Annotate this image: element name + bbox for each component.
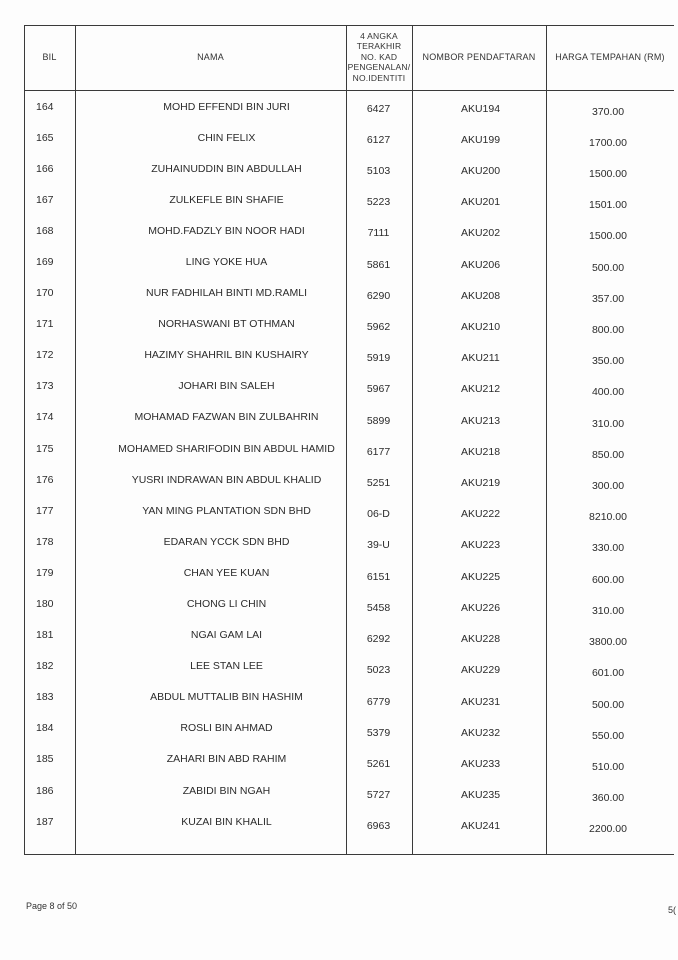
cell-reg: AKU241 [460, 820, 501, 833]
cell-price: 300.00 [591, 480, 625, 493]
header-bil: BIL [42, 51, 57, 62]
cell-ic: 5223 [366, 196, 391, 209]
cell-nama: YUSRI INDRAWAN BIN ABDUL KHALID [131, 473, 322, 486]
cell-ic: 5103 [366, 164, 391, 177]
cell-price: 850.00 [591, 448, 625, 461]
table-row [24, 91, 674, 122]
cell-price: 360.00 [591, 792, 625, 805]
cell-ic: 6963 [366, 820, 391, 833]
cell-bil: 168 [36, 224, 54, 237]
cell-reg: AKU211 [461, 352, 500, 365]
cell-price: 601.00 [591, 667, 625, 680]
page-edge-mark: 5( [667, 905, 676, 915]
cell-bil: 182 [36, 660, 54, 673]
cell-ic: 5251 [366, 477, 391, 490]
cell-bil: 175 [36, 442, 54, 455]
cell-price: 400.00 [591, 386, 625, 399]
cell-bil: 187 [36, 815, 54, 828]
cell-bil: 178 [36, 535, 54, 548]
cell-nama: ZUHAINUDDIN BIN ABDULLAH [151, 162, 302, 175]
header-reg: NOMBOR PENDAFTARAN [422, 51, 536, 62]
table-row [24, 744, 674, 775]
cell-nama: NGAI GAM LAI [190, 629, 263, 642]
cell-bil: 167 [36, 193, 54, 206]
cell-price: 1500.00 [589, 230, 627, 243]
cell-ic: 5861 [366, 258, 391, 271]
cell-nama: ROSLI BIN AHMAD [180, 722, 273, 735]
cell-ic: 6292 [366, 633, 391, 646]
cell-nama: EDARAN YCCK SDN BHD [163, 535, 290, 548]
cell-reg: AKU194 [460, 102, 501, 115]
table-row [24, 806, 674, 837]
table-row [24, 246, 674, 277]
table-row [24, 682, 674, 713]
cell-reg: AKU199 [460, 133, 501, 146]
table-row [24, 122, 674, 153]
cell-reg: AKU219 [460, 477, 501, 490]
cell-bil: 172 [36, 349, 54, 362]
cell-ic: 6177 [366, 445, 391, 458]
cell-ic: 06-D [367, 508, 390, 521]
cell-ic: 6290 [366, 289, 391, 302]
cell-ic: 5458 [366, 601, 391, 614]
cell-price: 370.00 [591, 105, 625, 118]
cell-reg: AKU225 [460, 570, 501, 583]
header-nama: NAMA [197, 51, 224, 62]
cell-bil: 164 [36, 100, 54, 113]
cell-nama: ABDUL MUTTALIB BIN HASHIM [150, 691, 303, 704]
cell-bil: 181 [36, 629, 54, 642]
cell-ic: 6427 [366, 102, 391, 115]
cell-price: 1500.00 [589, 167, 627, 180]
cell-price: 1700.00 [589, 136, 627, 149]
cell-bil: 179 [36, 566, 54, 579]
cell-nama: HAZIMY SHAHRIL BIN KUSHAIRY [144, 349, 309, 362]
cell-bil: 166 [36, 162, 54, 175]
cell-nama: MOHAMAD FAZWAN BIN ZULBAHRIN [134, 411, 319, 424]
cell-bil: 180 [36, 598, 54, 610]
table-row [24, 713, 674, 744]
table-row [24, 775, 674, 806]
cell-ic: 5919 [366, 352, 391, 365]
table-row [24, 309, 674, 340]
cell-ic: 6127 [366, 133, 391, 146]
cell-reg: AKU231 [460, 695, 501, 708]
cell-reg: AKU235 [460, 789, 501, 802]
cell-nama: ZULKEFLE BIN SHAFIE [169, 193, 284, 206]
cell-price: 510.00 [591, 760, 625, 773]
cell-bil: 184 [36, 722, 54, 735]
cell-nama: ZAHARI BIN ABD RAHIM [166, 753, 287, 766]
cell-price: 357.00 [591, 292, 625, 305]
cell-bil: 171 [36, 318, 54, 331]
cell-nama: YAN MING PLANTATION SDN BHD [142, 504, 311, 517]
cell-nama: NORHASWANI BT OTHMAN [158, 318, 295, 331]
data-table [24, 25, 674, 855]
page-number: Page 8 of 50 [26, 901, 78, 911]
cell-price: 310.00 [591, 417, 625, 430]
cell-reg: AKU218 [460, 445, 501, 458]
cell-ic: 5967 [366, 383, 391, 396]
header-ic: 4 ANGKA TERAKHIR NO. KAD PENGENALAN/ NO.IDENTITI [347, 30, 411, 83]
cell-reg: AKU206 [460, 258, 501, 271]
cell-price: 550.00 [591, 729, 625, 742]
cell-ic: 5379 [366, 726, 391, 739]
cell-reg: AKU222 [460, 508, 501, 521]
cell-price: 350.00 [591, 355, 625, 368]
cell-price: 800.00 [591, 323, 625, 336]
cell-bil: 169 [36, 255, 54, 268]
table-row [24, 340, 674, 371]
table-row [24, 371, 674, 402]
cell-nama: LEE STAN LEE [190, 660, 263, 673]
cell-nama: MOHD.FADZLY BIN NOOR HADI [148, 224, 305, 237]
cell-price: 8210.00 [589, 511, 627, 524]
cell-nama: MOHAMED SHARIFODIN BIN ABDUL HAMID [118, 442, 335, 455]
cell-reg: AKU200 [460, 164, 501, 177]
table-border-bottom [24, 854, 674, 855]
cell-nama: ZABIDI BIN NGAH [182, 784, 271, 797]
cell-price: 600.00 [591, 573, 625, 586]
table-body [24, 91, 674, 837]
cell-price: 2200.00 [589, 823, 627, 836]
cell-ic: 39-U [367, 539, 390, 552]
cell-ic: 7111 [367, 227, 390, 240]
cell-bil: 174 [36, 411, 54, 424]
cell-ic: 6151 [366, 570, 391, 583]
cell-nama: LING YOKE HUA [185, 255, 268, 268]
table-row [24, 184, 674, 215]
cell-reg: AKU228 [460, 633, 501, 646]
table-row [24, 620, 674, 651]
cell-price: 500.00 [591, 698, 625, 711]
table-row [24, 433, 674, 464]
cell-ic: 5899 [366, 414, 391, 427]
cell-reg: AKU226 [460, 601, 501, 614]
table-row [24, 215, 674, 246]
table-row [24, 651, 674, 682]
cell-reg: AKU212 [460, 383, 501, 396]
cell-bil: 173 [36, 380, 54, 393]
cell-bil: 165 [36, 131, 54, 144]
cell-price: 330.00 [591, 542, 625, 555]
table-row [24, 589, 674, 620]
cell-bil: 170 [36, 287, 54, 300]
table-row [24, 464, 674, 495]
cell-price: 310.00 [591, 604, 625, 617]
cell-price: 1501.00 [589, 199, 627, 212]
header-price: HARGA TEMPAHAN (RM) [555, 51, 665, 62]
cell-reg: AKU232 [460, 726, 501, 739]
cell-reg: AKU202 [460, 227, 501, 240]
cell-bil: 185 [36, 753, 54, 766]
cell-reg: AKU213 [460, 414, 501, 427]
cell-reg: AKU223 [460, 539, 501, 552]
cell-price: 3800.00 [589, 636, 627, 649]
cell-nama: KUZAI BIN KHALIL [181, 815, 272, 828]
cell-nama: MOHD EFFENDI BIN JURI [163, 100, 290, 113]
cell-price: 500.00 [591, 261, 625, 274]
cell-bil: 186 [36, 784, 54, 797]
cell-reg: AKU210 [460, 320, 501, 333]
cell-nama: NUR FADHILAH BINTI MD.RAMLI [145, 287, 308, 300]
cell-nama: CHIN FELIX [197, 131, 256, 144]
table-row [24, 402, 674, 433]
cell-ic: 5727 [366, 789, 391, 802]
cell-ic: 5962 [366, 320, 391, 333]
table-row [24, 557, 674, 588]
cell-reg: AKU229 [460, 664, 501, 677]
cell-nama: JOHARI BIN SALEH [178, 380, 275, 393]
cell-ic: 5023 [366, 664, 391, 677]
cell-bil: 176 [36, 473, 54, 486]
table-row [24, 526, 674, 557]
table-row [24, 495, 674, 526]
cell-nama: CHAN YEE KUAN [183, 566, 270, 579]
cell-bil: 183 [36, 691, 54, 704]
cell-reg: AKU233 [460, 757, 501, 770]
table-row [24, 153, 674, 184]
cell-ic: 5261 [366, 757, 391, 770]
cell-bil: 177 [36, 504, 54, 517]
cell-reg: AKU208 [460, 289, 501, 302]
cell-ic: 6779 [366, 695, 391, 708]
cell-nama: CHONG LI CHIN [186, 598, 267, 610]
cell-reg: AKU201 [460, 196, 501, 209]
table-row [24, 278, 674, 309]
